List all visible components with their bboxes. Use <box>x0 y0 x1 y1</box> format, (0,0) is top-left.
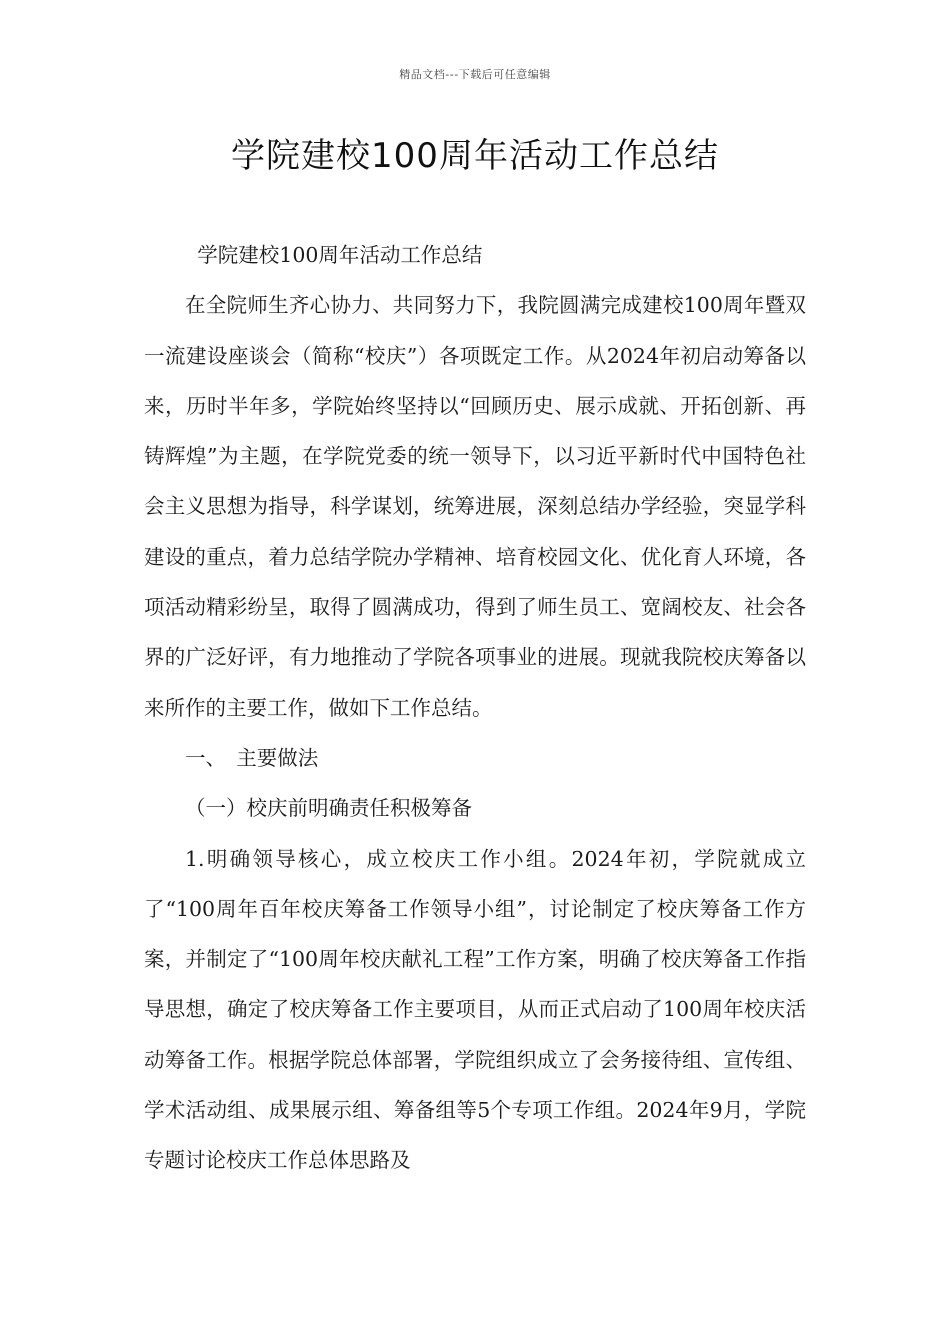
header-note: 精品文档---下载后可任意编辑 <box>399 68 551 81</box>
document-body <box>144 230 806 1186</box>
section-heading-main-practices: 一、 主要做法 <box>185 745 319 770</box>
subtitle-paragraph: 学院建校100周年活动工作总结 <box>197 243 483 267</box>
document-title: 学院建校100周年活动工作总结 <box>231 136 719 176</box>
intro-paragraph: 在全院师生齐心协力、共同努力下，我院圆满完成建校100周年暨双一流建设座谈会（简称“校庆”）各项既定工作。从2024年初启动筹备以来，历时半年多，学院始终坚持以“回顾历史、展示成就、开拓创新、再铸辉煌”为主题，在学院党委的统一领导下，以习近平新时代中国特色社会主义思想为指导，科学谋划，统筹进展，深刻总结办学经验，突显学科建设的重点，着力总结学院办学精神、培育校园文化、优化育人环境，各项活动精彩纷呈，取得了圆满成功，得到了师生员工、宽阔校友、社会各界的广泛好评，有力地推动了学院各项事业的进展。现就我院校庆筹备以来所作的主要工作，做如下工作总结。 <box>144 293 806 720</box>
subsection-heading-preparation: （一）校庆前明确责任积极筹备 <box>185 796 472 821</box>
item-paragraph-leadership: 1.明确领导核心，成立校庆工作小组。2024年初，学院就成立了“100周年百年校庆筹备工作领导小组”，讨论制定了校庆筹备工作方案，并制定了“100周年校庆献礼工程”工作方案，明确了校庆筹备工作指导思想，确定了校庆筹备工作主要项目，从而正式启动了100周年校庆活动筹备工作。根据学院总体部署，学院组织成立了会务接待组、宣传组、学术活动组、成果展示组、筹备组等5个专项工作组。2024年9月，学院专题讨论校庆工作总体思路及 <box>144 846 806 1173</box>
